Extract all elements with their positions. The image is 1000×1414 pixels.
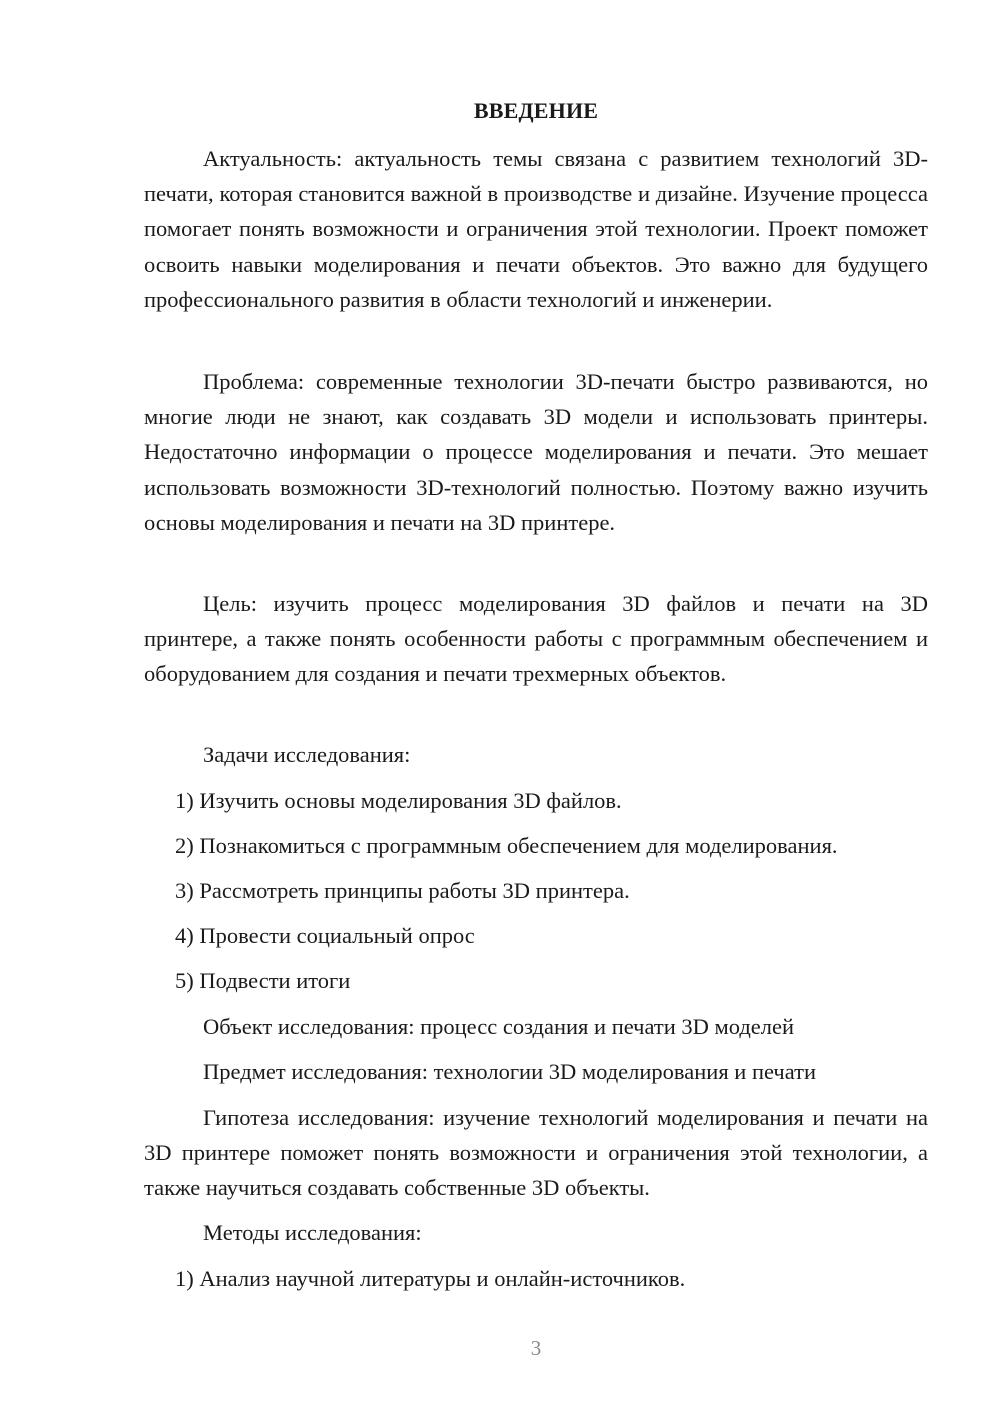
task-item: 1) Изучить основы моделирования 3D файлов. — [175, 788, 622, 813]
task-item: 4) Провести социальный опрос — [175, 923, 475, 948]
section-heading: ВВЕДЕНИЕ — [473, 98, 599, 123]
problem-paragraph: Проблема: современные технологии 3D-печати быстро развиваются, но многие люди не знают, как создавать 3D модели и использовать принтеры. Недостаточно информации о процессе моделирования и печати. Это мешает использовать возможности 3D-технологий полностью. Поэтому важно изучить основы моделирования и печати на 3D принтере. — [144, 369, 928, 535]
research-subject: Предмет исследования: технологии 3D моделирования и печати — [203, 1059, 817, 1084]
hypothesis-paragraph: Гипотеза исследования: изучение технологий моделирования и печати на 3D принтере поможет понять возможности и ограничения этой технологии, а также научиться создавать собственные 3D объекты. — [144, 1105, 928, 1201]
research-object: Объект исследования: процесс создания и печати 3D моделей — [203, 1014, 795, 1039]
goal-paragraph: Цель: изучить процесс моделирования 3D файлов и печати на 3D принтере, а также понять особенности работы с программным обеспечением и оборудованием для создания и печати трехмерных объектов. — [144, 591, 928, 687]
method-item: 1) Анализ научной литературы и онлайн-источников. — [175, 1266, 686, 1291]
page-number: 3 — [530, 1336, 542, 1360]
methods-heading: Методы исследования: — [203, 1220, 422, 1245]
task-item: 5) Подвести итоги — [175, 968, 351, 993]
task-item: 2) Познакомиться с программным обеспечением для моделирования. — [175, 833, 838, 858]
relevance-paragraph: Актуальность: актуальность темы связана с развитием технологий 3D-печати, которая становится важной в производстве и дизайне. Изучение процесса помогает понять возможности и ограничения этой технологии. Проект поможет освоить навыки моделирования и печати объектов. Это важно для будущего профессионального развития в области технологий и инженерии. — [144, 146, 928, 312]
tasks-heading: Задачи исследования: — [203, 742, 411, 767]
task-item: 3) Рассмотреть принципы работы 3D принтера. — [175, 878, 630, 903]
